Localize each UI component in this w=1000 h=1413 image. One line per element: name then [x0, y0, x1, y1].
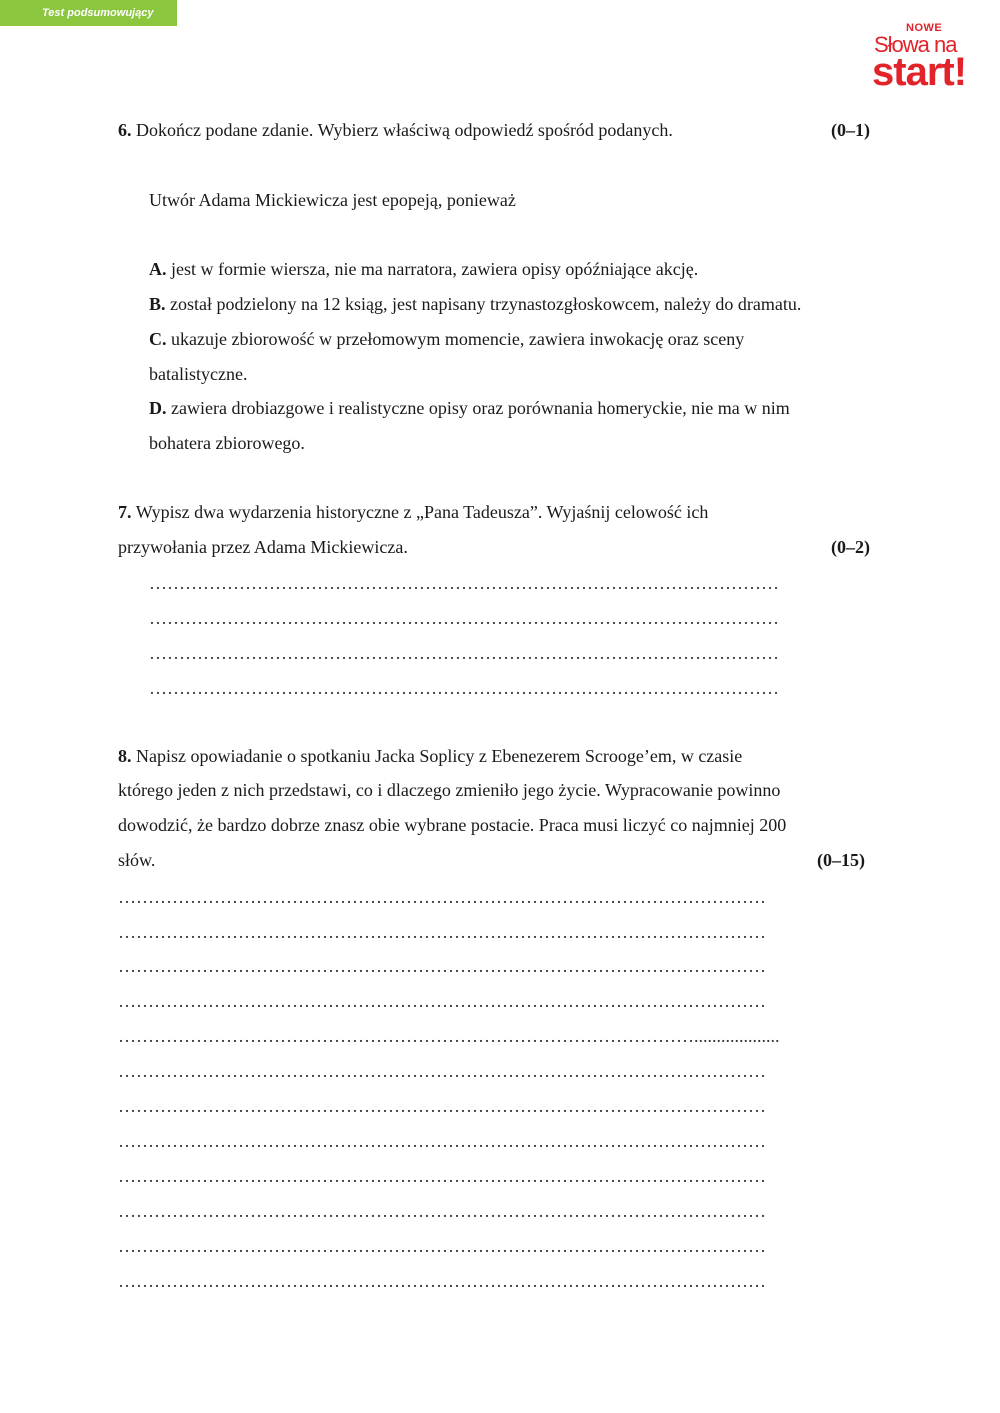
option-b-text: został podzielony na 12 ksiąg, jest napisany trzynastozgłoskowcem, należy do dramatu.: [170, 294, 802, 314]
option-d-text: zawiera drobiazgowe i realistyczne opisy oraz porównania homeryckie, nie ma w nim: [171, 398, 790, 418]
question-7-text-continued: przywołania przez Adama Mickiewicza.: [118, 537, 408, 557]
answer-line[interactable]: ……………………………………………………………………………………………: [149, 573, 779, 593]
question-8-text-2: którego jeden z nich przedstawi, co i dlaczego zmieniło jego życie. Wypracowanie powinno: [118, 780, 781, 800]
question-7-number: 7.: [118, 502, 132, 522]
question-7-prompt: [118, 501, 708, 523]
answer-line[interactable]: ………………………………………………………………………………………………: [118, 922, 766, 942]
option-d-letter: D.: [149, 398, 167, 418]
answer-line[interactable]: ………………………………………………………………………………………………: [118, 1096, 766, 1116]
question-6-prompt: [118, 119, 673, 141]
answer-line[interactable]: ………………………………………………………………………………………………: [118, 1061, 766, 1081]
question-6-number: 6.: [118, 120, 132, 140]
section-badge: Test podsumowujący: [0, 0, 177, 26]
answer-line[interactable]: ……………………………………………………………………………………………: [149, 608, 779, 628]
question-8-prompt: [118, 745, 742, 767]
option-c-text: ukazuje zbiorowość w przełomowym momencie, zawiera inwokację oraz sceny: [171, 329, 745, 349]
question-6-text: Dokończ podane zdanie. Wybierz właściwą odpowiedź spośród podanych.: [136, 120, 673, 140]
logo-bottom: start!: [872, 50, 967, 94]
answer-line[interactable]: ………………………………………………………………………………………………: [118, 956, 766, 976]
answer-line[interactable]: ………………………………………………………………………………………………: [118, 1236, 766, 1256]
question-8-points: (0–15): [817, 850, 865, 870]
option-a-letter: A.: [149, 259, 167, 279]
option-a[interactable]: [149, 258, 698, 280]
option-b[interactable]: [149, 293, 801, 315]
logo-top: NOWE: [906, 22, 943, 34]
option-c[interactable]: [149, 328, 744, 350]
answer-line[interactable]: ………………………………………………………………………………………………: [118, 1131, 766, 1151]
option-b-letter: B.: [149, 294, 166, 314]
answer-line[interactable]: ………………………………………………………………………………………………: [118, 1271, 766, 1291]
answer-line[interactable]: ……………………………………………………………………………………………: [149, 678, 779, 698]
answer-line[interactable]: ………………………………………………………………………………………………: [118, 887, 766, 907]
answer-line[interactable]: ………………………………………………………………………………………………: [118, 991, 766, 1011]
question-7-points: (0–2): [831, 537, 870, 557]
option-a-text: jest w formie wiersza, nie ma narratora, zawiera opisy opóźniające akcję.: [171, 259, 699, 279]
option-c-letter: C.: [149, 329, 167, 349]
question-6-points: (0–1): [831, 120, 870, 140]
answer-line[interactable]: ……………………………………………………………………………………………: [149, 643, 779, 663]
question-8-text-4: słów.: [118, 850, 156, 870]
question-8-text: Napisz opowiadanie o spotkaniu Jacka Soplicy z Ebenezerem Scrooge’em, w czasie: [136, 746, 743, 766]
question-8-number: 8.: [118, 746, 132, 766]
option-d-continued: bohatera zbiorowego.: [149, 433, 305, 453]
answer-line[interactable]: ……………………………………………………………………………………...................: [118, 1026, 780, 1046]
option-c-continued: batalistyczne.: [149, 364, 248, 384]
question-6-stem: Utwór Adama Mickiewicza jest epopeją, ponieważ: [149, 190, 516, 210]
answer-line[interactable]: ………………………………………………………………………………………………: [118, 1201, 766, 1221]
question-8-text-3: dowodzić, że bardzo dobrze znasz obie wybrane postacie. Praca musi liczyć co najmniej 200: [118, 815, 787, 835]
option-d[interactable]: [149, 397, 790, 419]
logo-mid: Słowa na: [874, 32, 957, 57]
question-7-text: Wypisz dwa wydarzenia historyczne z „Pana Tadeusza”. Wyjaśnij celowość ich: [135, 502, 709, 522]
answer-line[interactable]: ………………………………………………………………………………………………: [118, 1166, 766, 1186]
